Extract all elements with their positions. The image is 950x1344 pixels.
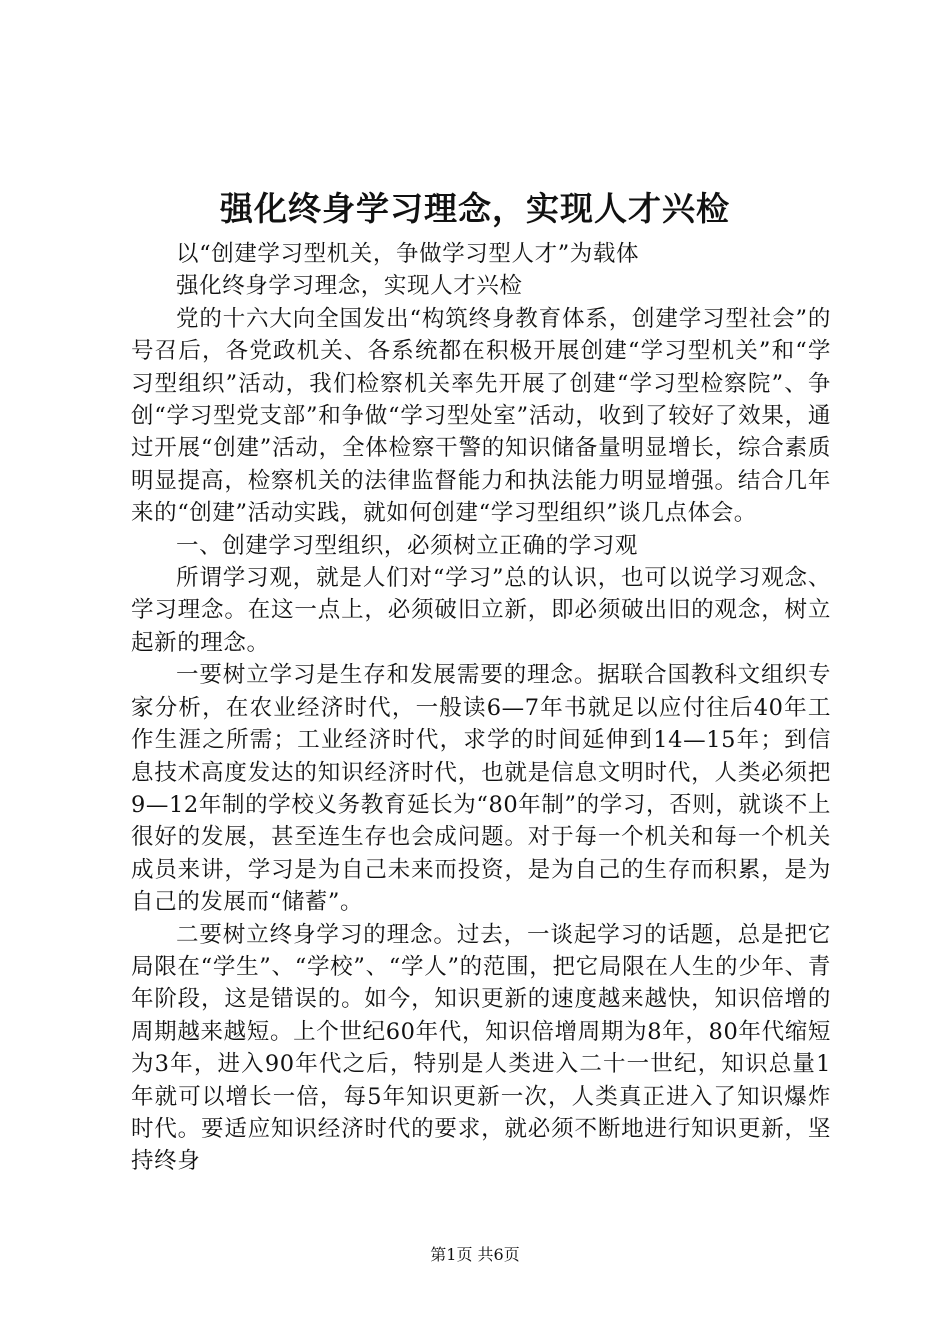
page-footer: 第1页 共6页 <box>430 1245 520 1264</box>
document-title: 强化终身学习理念，实现人才兴检 <box>220 189 730 228</box>
paragraph-point-1: 一要树立学习是生存和发展需要的理念。据联合国教科文组织专家分析，在农业经济时代，一般读6—7年书就足以应付往后40年工作生涯之所需；工业经济时代，求学的时间延伸到14—15年；到信息技术高度发达的知识经济时代，也就是信息文明时代，人类必须把9—12年制的学校义务教育延长为“80年制”的学习，否则，就谈不上很好的发展，甚至连生存也会成问题。对于每一个机关和每一个机关成员来讲，学习是为自己未来而投资，是为自己的生存而积累，是为自己的发展而“储蓄”。 <box>131 662 831 916</box>
document-body <box>131 238 831 1178</box>
paragraph-subtitle-1: 以“创建学习型机关，争做学习型人才”为载体 <box>176 241 640 267</box>
paragraph-point-2: 二要树立终身学习的理念。过去，一谈起学习的话题，总是把它局限在“学生”、“学校”、“学人”的范围，把它局限在人生的少年、青年阶段，这是错误的。如今，知识更新的速度越来越快，知识倍增的周期越来越短。上个世纪60年代，知识倍增周期为8年，80年代缩短为3年，进入90年代之后，特别是人类进入二十一世纪，知识总量1年就可以增长一倍，每5年知识更新一次，人类真正进入了知识爆炸时代。要适应知识经济时代的要求，就必须不断地进行知识更新，坚持终身 <box>131 921 831 1175</box>
paragraph-learning-view: 所谓学习观，就是人们对“学习”总的认识，也可以说学习观念、学习理念。在这一点上，必须破旧立新，即必须破出旧的观念，树立起新的理念。 <box>131 565 831 656</box>
paragraph-intro: 党的十六大向全国发出“构筑终身教育体系，创建学习型社会”的号召后，各党政机关、各系统都在积极开展创建“学习型机关”和“学习型组织”活动，我们检察机关率先开展了创建“学习型检察院”、争创“学习型党支部”和争做“学习型处室”活动，收到了较好了效果，通过开展“创建”活动，全体检察干警的知识储备量明显增长，综合素质明显提高，检察机关的法律监督能力和执法能力明显增强。结合几年来的“创建”活动实践，就如何创建“学习型组织”谈几点体会。 <box>131 305 831 527</box>
paragraph-subtitle-2: 强化终身学习理念，实现人才兴检 <box>176 273 523 300</box>
section-heading-1: 一、创建学习型组织，必须树立正确的学习观 <box>176 532 639 559</box>
